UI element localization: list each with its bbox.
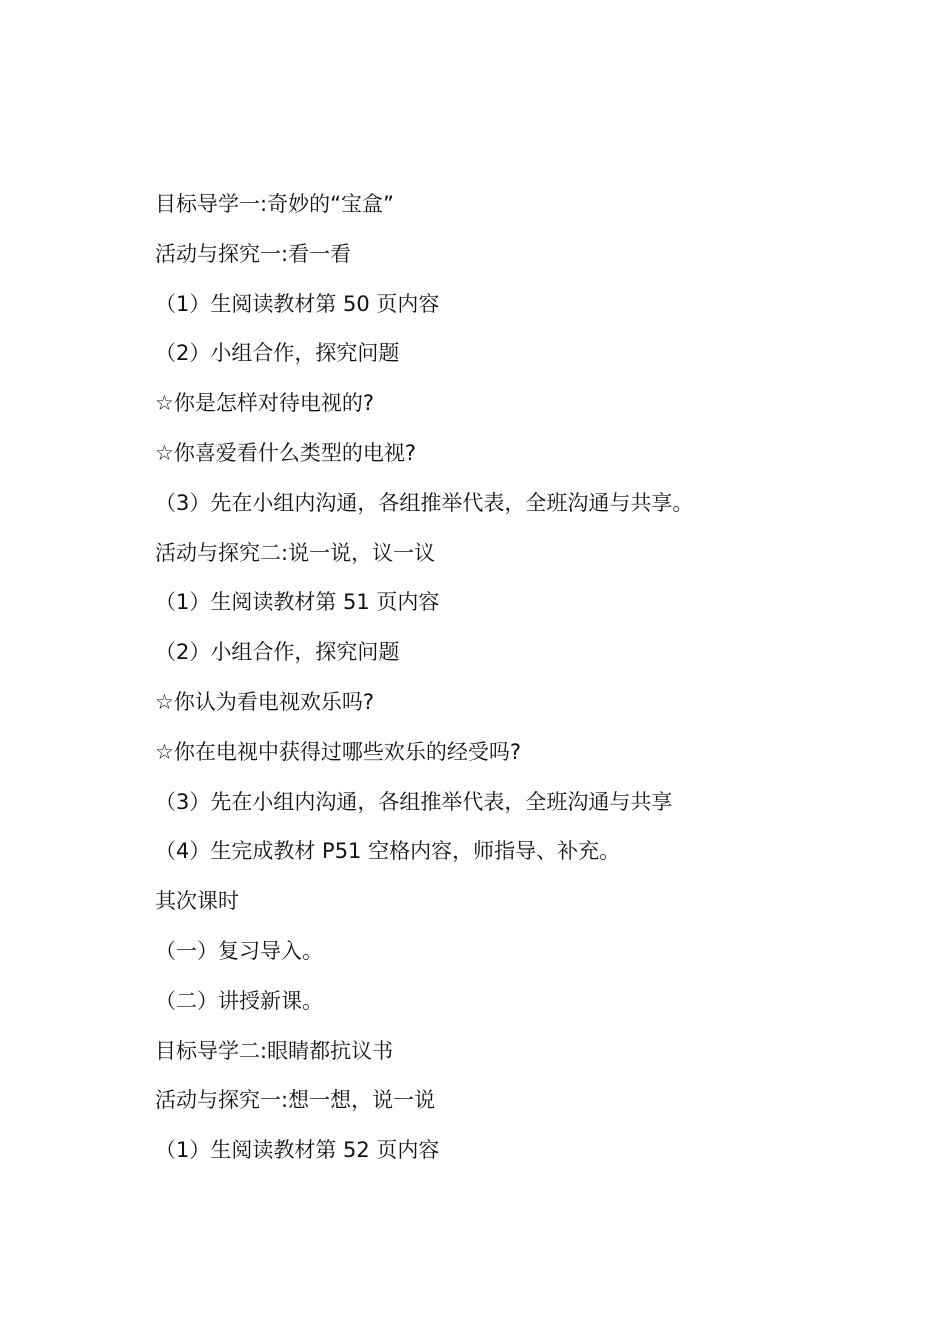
question-text: ☆你喜爱看什么类型的电视?: [155, 440, 416, 465]
activity-heading-2: 活动与探究二:说一说，议一议: [155, 540, 436, 565]
lesson-heading: 其次课时: [155, 889, 239, 914]
lesson-step: （一）复习导入。: [155, 938, 323, 963]
section-heading-goal-2: 目标导学二:眼睛都抗议书: [155, 1038, 394, 1063]
step-text: （4）生完成教材 P51 空格内容，师指导、补充。: [155, 839, 621, 864]
question-text: ☆你认为看电视欢乐吗?: [155, 689, 374, 714]
step-text: （1）生阅读教材第 50 页内容: [155, 291, 440, 316]
document-body: [155, 186, 875, 1182]
step-text: （3）先在小组内沟通，各组推举代表，全班沟通与共享。: [155, 490, 694, 515]
question-text: ☆你是怎样对待电视的?: [155, 391, 374, 416]
section-heading-goal-1: 目标导学一:奇妙的“宝盒”: [155, 192, 394, 216]
lesson-step: （二）讲授新课。: [155, 988, 323, 1013]
step-text: （1）生阅读教材第 52 页内容: [155, 1138, 440, 1163]
question-text: ☆你在电视中获得过哪些欢乐的经受吗?: [155, 739, 521, 764]
step-text: （2）小组合作，探究问题: [155, 640, 400, 665]
activity-heading-3: 活动与探究一:想一想，说一说: [155, 1088, 436, 1113]
activity-heading-1: 活动与探究一:看一看: [155, 241, 352, 266]
step-text: （3）先在小组内沟通，各组推举代表，全班沟通与共享: [155, 789, 673, 814]
step-text: （2）小组合作，探究问题: [155, 341, 400, 366]
step-text: （1）生阅读教材第 51 页内容: [155, 590, 440, 615]
